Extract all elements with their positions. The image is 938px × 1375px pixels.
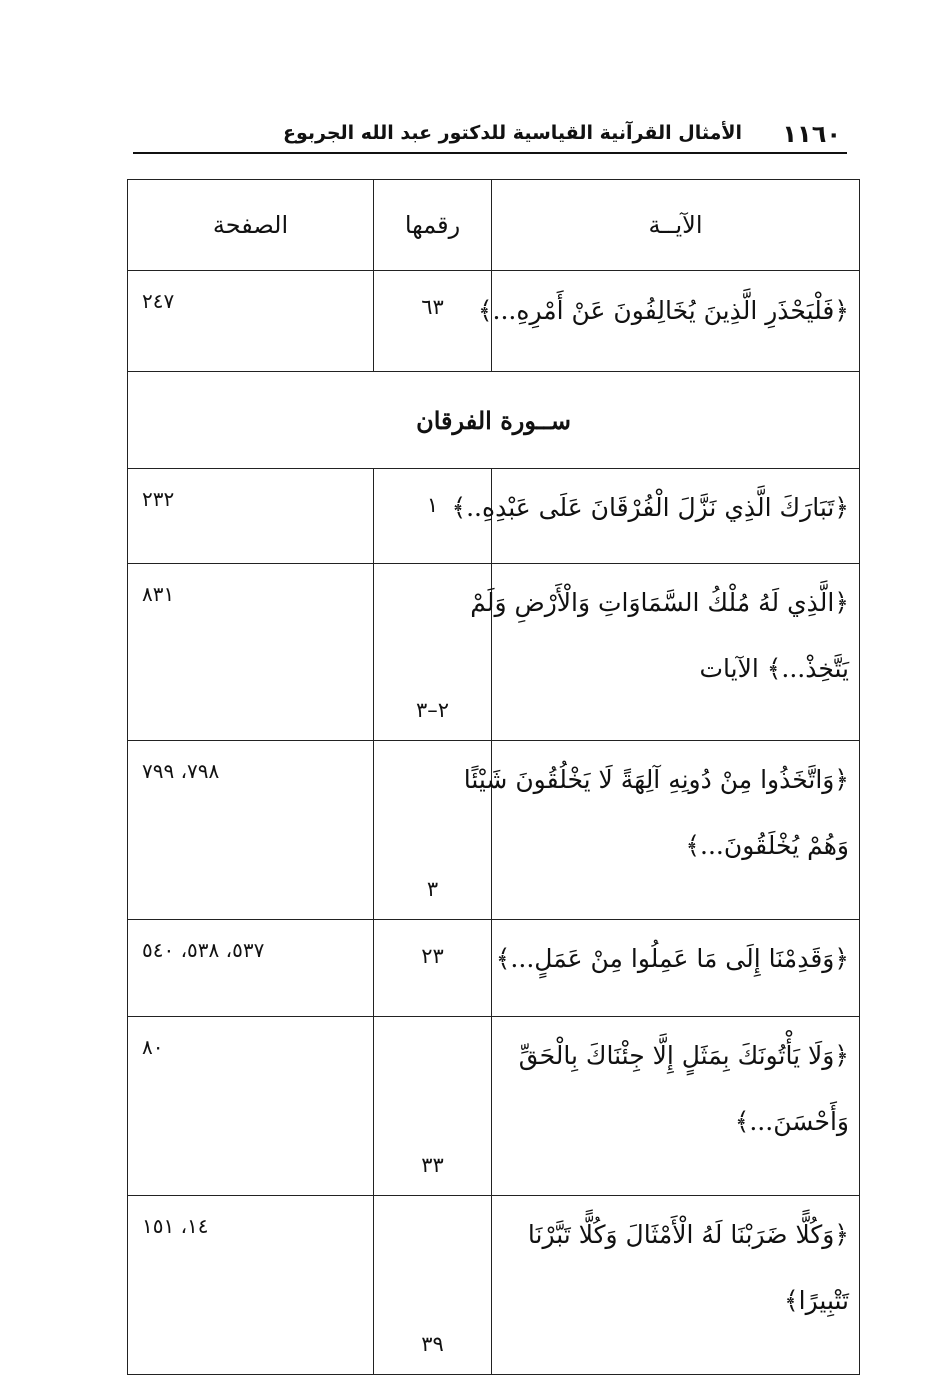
verse-line: يَتَّخِذْ...﴾ الآيات xyxy=(699,654,849,683)
verse-number-cell xyxy=(374,271,492,372)
table-row xyxy=(128,920,860,1017)
verse-number: ١ xyxy=(426,493,439,517)
verse-line: ﴿وَاتَّخَذُوا مِنْ دُونِهِ آلِهَةً لَا يَخْلُقُونَ شَيْئًا xyxy=(463,765,849,794)
verse-line: ﴿وَلَا يَأْتُونَكَ بِمَثَلٍ إِلَّا جِئْنَاكَ بِالْحَقِّ xyxy=(518,1041,849,1070)
verse-line: ﴿الَّذِي لَهُ مُلْكُ السَّمَاوَاتِ وَالْأَرْضِ وَلَمْ xyxy=(470,588,849,617)
verse-cell xyxy=(470,564,860,741)
page-refs: ٢٣٢ xyxy=(142,487,175,511)
verse-cell xyxy=(492,920,860,1017)
verse-number: ٣٩ xyxy=(421,1332,444,1356)
verse-number-cell xyxy=(374,1196,492,1375)
page-cell xyxy=(128,1196,374,1375)
page-number: ١١٦٠ xyxy=(782,120,841,148)
verse-number-cell xyxy=(374,564,492,741)
page-cell xyxy=(128,271,374,372)
verse-cell xyxy=(492,1017,860,1196)
column-header-number: رقمها xyxy=(374,180,492,271)
verse-number-cell xyxy=(374,469,492,564)
table-row xyxy=(128,1196,860,1375)
verse-line: ﴿وَكُلًّا ضَرَبْنَا لَهُ الْأَمْثَالَ وَكُلًّا تَبَّرْنَا xyxy=(527,1220,849,1249)
column-header-page: الصفحة xyxy=(128,180,374,271)
column-header-verse: الآيــة xyxy=(492,180,860,271)
verse-number-cell xyxy=(374,741,492,920)
verse-line: ﴿فَلْيَحْذَرِ الَّذِينَ يُخَالِفُونَ عَنْ أَمْرِهِ...﴾ xyxy=(477,296,849,325)
table-row xyxy=(128,271,860,372)
table-row xyxy=(128,469,860,564)
page-cell xyxy=(128,741,374,920)
verse-line: وَأَحْسَنَ...﴾ xyxy=(734,1107,849,1136)
verse-number-cell xyxy=(374,1017,492,1196)
verse-line: ﴿تَبَارَكَ الَّذِي نَزَّلَ الْفُرْقَانَ عَلَى عَبْدِهِ..﴾ xyxy=(451,493,849,522)
page-refs: ٨٠ xyxy=(142,1035,164,1059)
running-title: الأمثال القرآنية القياسية للدكتور عبد الله الجربوع xyxy=(283,122,743,144)
verse-index-table xyxy=(127,179,860,1375)
page-refs: ٢٤٧ xyxy=(142,289,175,313)
surah-row xyxy=(128,372,860,469)
page-cell xyxy=(128,1017,374,1196)
verse-cell xyxy=(463,741,860,920)
page-refs: ١٤، ١٥١ xyxy=(142,1214,209,1238)
verse-line: ﴿وَقَدِمْنَا إِلَى مَا عَمِلُوا مِنْ عَمَلٍ...﴾ xyxy=(495,944,849,973)
page-cell xyxy=(128,469,374,564)
page-header xyxy=(133,118,847,154)
verse-line: تَتْبِيرًا﴾ xyxy=(784,1286,849,1315)
verse-cell xyxy=(477,271,860,372)
verse-number: ٢–٣ xyxy=(415,698,450,722)
page-refs: ٧٩٨، ٧٩٩ xyxy=(142,759,220,783)
table-row xyxy=(128,741,860,920)
page-refs: ٨٣١ xyxy=(142,582,175,606)
verse-line: وَهُمْ يُخْلَقُونَ...﴾ xyxy=(685,831,849,860)
page-cell xyxy=(128,564,374,741)
verse-number: ٦٣ xyxy=(421,295,444,319)
page-refs: ٥٣٧، ٥٣٨، ٥٤٠ xyxy=(142,938,265,962)
verse-number: ٣ xyxy=(426,877,439,901)
verse-cell xyxy=(451,469,860,564)
verse-number: ٣٣ xyxy=(421,1153,444,1177)
verse-number: ٢٣ xyxy=(421,944,444,968)
table-row xyxy=(128,1017,860,1196)
page-cell xyxy=(128,920,374,1017)
surah-heading: ســورة الفرقان xyxy=(128,372,860,469)
verse-number-cell xyxy=(374,920,492,1017)
table-row xyxy=(128,564,860,741)
verse-cell xyxy=(492,1196,860,1375)
table-header-row xyxy=(128,180,860,271)
